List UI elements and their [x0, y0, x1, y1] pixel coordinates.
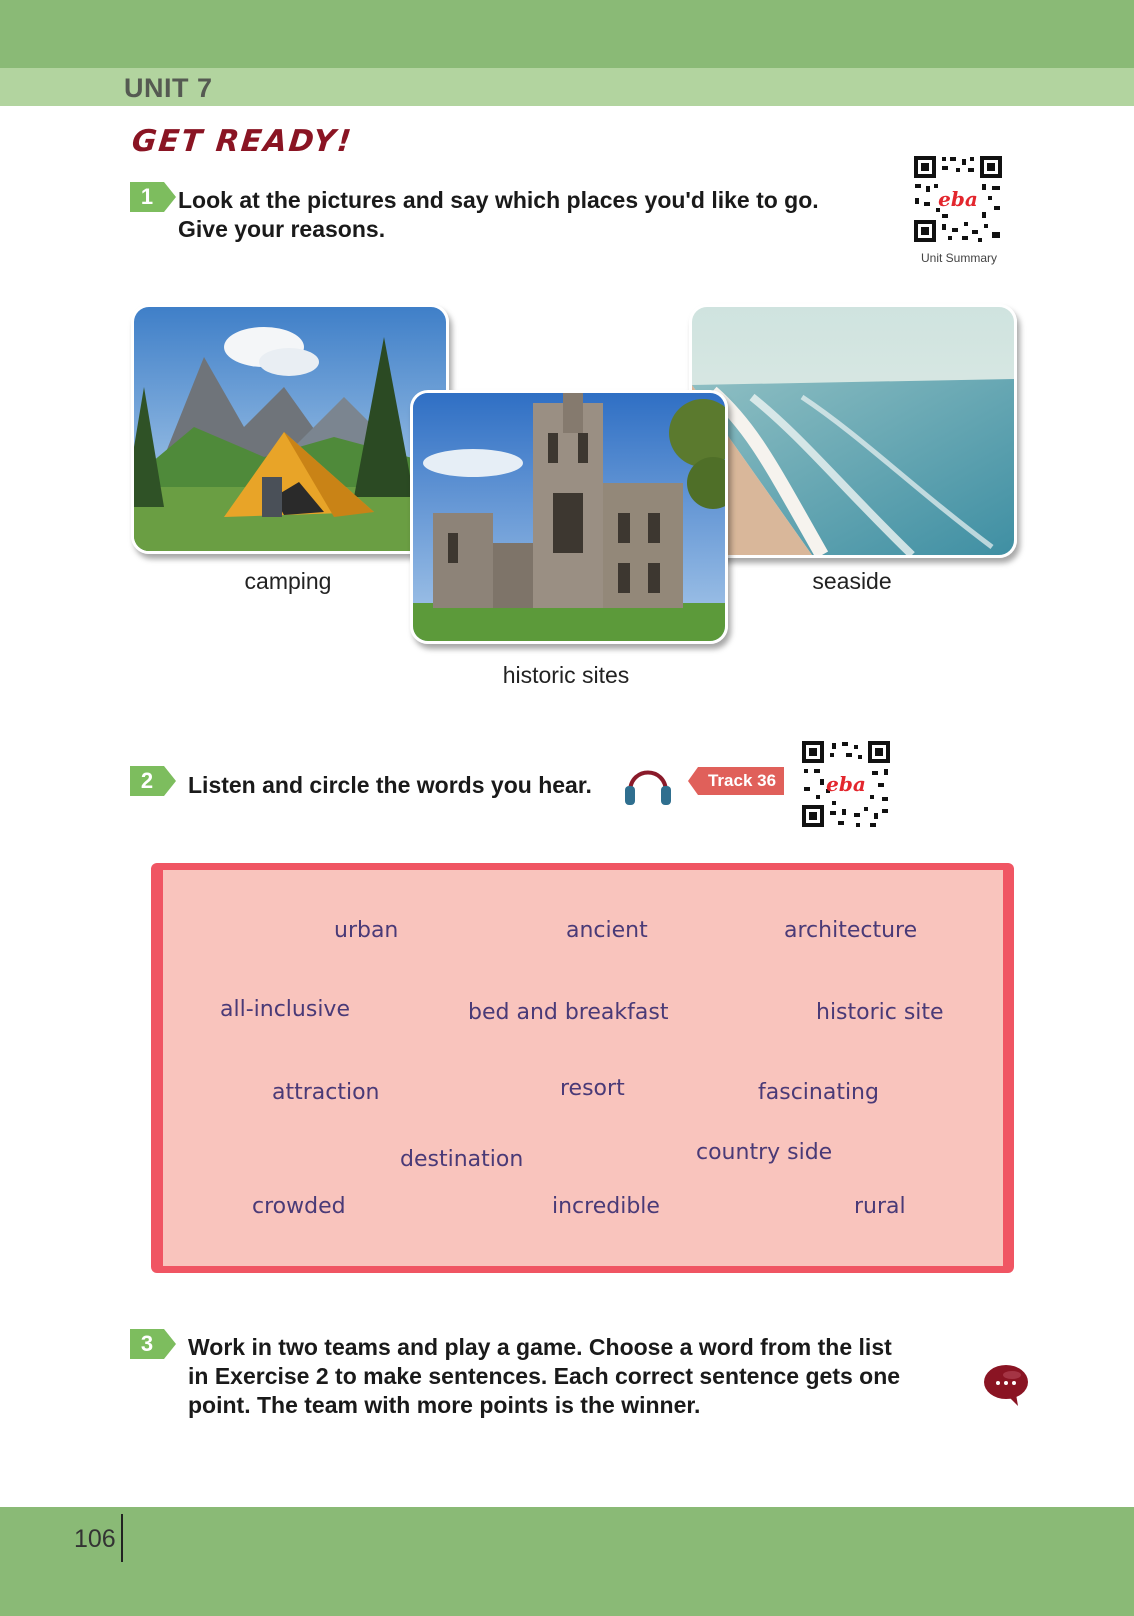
- word-item: urban: [334, 918, 399, 943]
- word-item: bed and breakfast: [468, 1000, 669, 1025]
- word-item: crowded: [252, 1194, 346, 1219]
- word-item: destination: [400, 1147, 524, 1172]
- exercise-3-line1: Work in two teams and play a game. Choose a word from the list: [188, 1334, 892, 1360]
- qr-caption: Unit Summary: [920, 251, 997, 265]
- exercise-2-number: 2: [140, 768, 154, 793]
- qr-code-icon[interactable]: [912, 154, 1004, 244]
- exercise-1-badge: [130, 182, 176, 212]
- footer-band: [0, 1507, 1134, 1616]
- exercise-3-instruction: [188, 1333, 900, 1420]
- exercise-1-line2: Give your reasons.: [178, 216, 386, 242]
- exercise-2-badge: [130, 766, 176, 796]
- seaside-caption: seaside: [812, 568, 892, 594]
- camping-caption: camping: [244, 568, 332, 594]
- exercise-1-instruction: [178, 186, 819, 244]
- svg-text:eba: eba: [826, 772, 866, 796]
- word-item: architecture: [784, 918, 918, 943]
- word-item: attraction: [272, 1080, 380, 1105]
- word-item: country side: [696, 1140, 833, 1165]
- word-item: resort: [560, 1076, 625, 1101]
- qr-code-icon[interactable]: [800, 739, 892, 829]
- exercise-1-number: 1: [140, 184, 154, 209]
- seaside-photo: [689, 304, 1017, 558]
- word-item: ancient: [566, 918, 648, 943]
- exercise-1-line1: Look at the pictures and say which places you'd like to go.: [178, 187, 819, 213]
- headphones-icon[interactable]: [622, 760, 674, 806]
- track-label[interactable]: [688, 767, 784, 795]
- word-item: incredible: [552, 1194, 660, 1219]
- exercise-3-line2: in Exercise 2 to make sentences. Each correct sentence gets one: [188, 1363, 901, 1389]
- word-item: rural: [854, 1194, 906, 1219]
- page-number: 106: [74, 1525, 116, 1553]
- exercise-3-line3: point. The team with more points is the winner.: [188, 1392, 701, 1418]
- historic-site-photo: [410, 390, 728, 644]
- camping-photo: [131, 304, 449, 554]
- speech-bubble-icon: [982, 1362, 1030, 1408]
- exercise-3-number: 3: [140, 1331, 154, 1356]
- svg-text:eba: eba: [938, 187, 978, 211]
- header-band: [0, 0, 1134, 68]
- exercise-3-badge: [130, 1329, 176, 1359]
- word-item: historic site: [816, 1000, 944, 1025]
- exercise-2-instruction: Listen and circle the words you hear.: [188, 772, 592, 798]
- track-text: Track 36: [707, 771, 777, 790]
- historic-sites-caption: historic sites: [502, 662, 630, 688]
- page-divider: [121, 1514, 123, 1562]
- word-item: fascinating: [758, 1080, 879, 1105]
- section-title: GET READY!: [130, 124, 355, 159]
- word-item: all-inclusive: [220, 997, 350, 1022]
- unit-title: UNIT 7: [124, 73, 213, 103]
